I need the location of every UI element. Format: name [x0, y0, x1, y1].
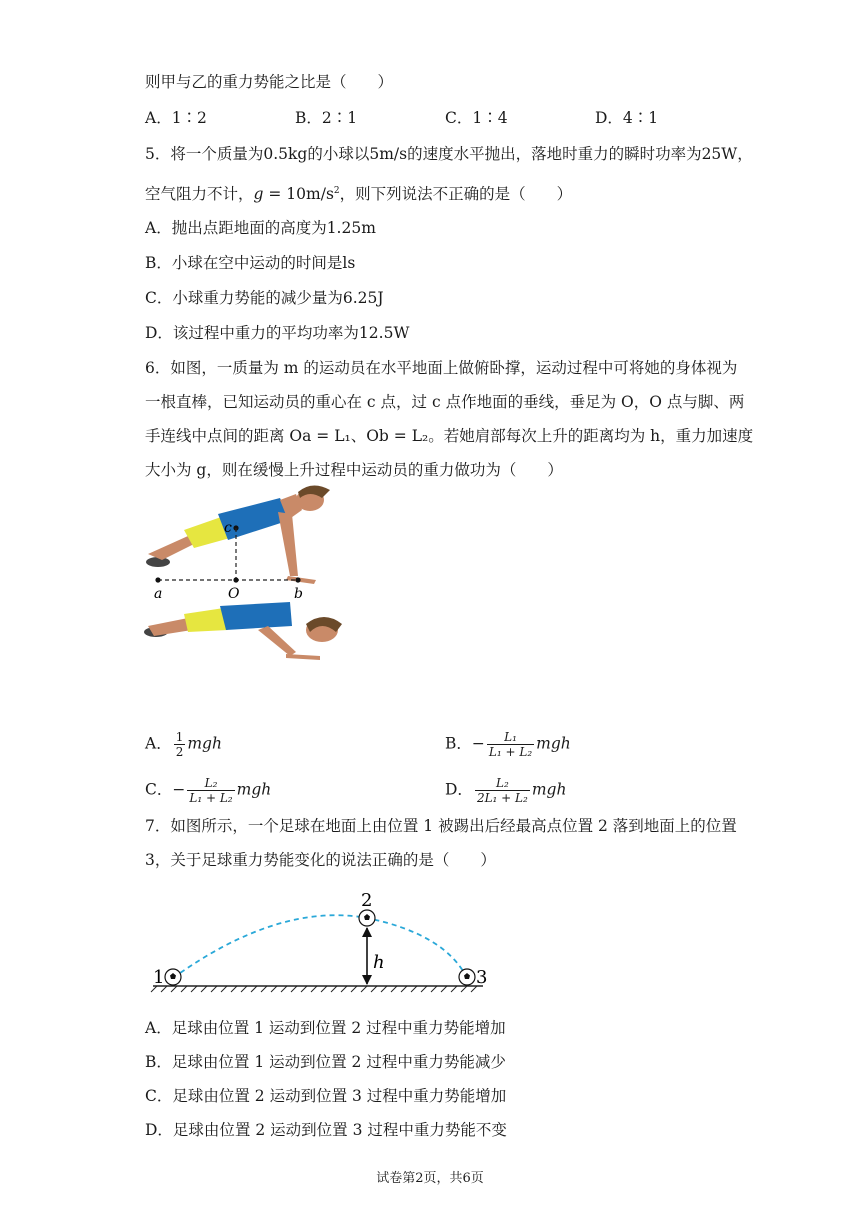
football-trajectory-figure	[145, 880, 490, 1000]
q6-option-d-fraction	[475, 776, 530, 805]
q5-question-line1: 5．将一个质量为0.5kg的小球以5m/s的速度水平抛出，落地时重力的瞬时功率为25W，	[145, 145, 753, 163]
q6-option-a-mgh: mgh	[187, 734, 222, 753]
label-h: h	[373, 952, 385, 973]
q7-option-a: A．足球由位置 1 运动到位置 2 过程中重力势能增加	[145, 1019, 506, 1037]
q5-line2-tail: ，则下列说法不正确的是（ ）	[339, 185, 573, 204]
q4-option-d: D．4∶1	[595, 109, 659, 127]
q7-option-b: B．足球由位置 1 运动到位置 2 过程中重力势能减少	[145, 1053, 506, 1071]
football-position-1-icon	[165, 969, 181, 985]
q5-option-b: B．小球在空中运动的时间是ls	[145, 254, 356, 272]
page-footer: 试卷第2页，共6页	[376, 1171, 484, 1186]
q5-option-c: C．小球重力势能的减少量为6.25J	[145, 289, 384, 307]
trajectory-curve	[173, 915, 467, 978]
q4-option-b: B．2∶1	[295, 109, 358, 127]
q5-question-line2	[145, 181, 572, 204]
ground-hatching	[151, 986, 477, 992]
q6-option-a	[145, 730, 222, 759]
q7-question-line2: 3，关于足球重力势能变化的说法正确的是（ ）	[145, 851, 496, 869]
q6-option-b-mgh: mgh	[536, 734, 571, 753]
point-o	[233, 577, 238, 582]
q5-g-exponent: 2	[333, 186, 340, 196]
q5-line2-text: 空气阻力不计，	[145, 185, 254, 204]
q6-option-a-fraction	[174, 730, 186, 759]
pushup-upper-pose	[146, 485, 330, 584]
q6-option-b-sign: −	[471, 734, 485, 753]
q6-option-c-sign: −	[172, 780, 186, 799]
q5-g-value: = 10m/s	[263, 185, 334, 204]
label-position-1: 1	[153, 967, 165, 988]
q6-option-b	[445, 730, 571, 759]
point-a	[155, 577, 160, 582]
q5-option-a: A．抛出点距地面的高度为1.25m	[145, 219, 376, 237]
football-position-3-icon	[459, 969, 475, 985]
q6-option-b-fraction	[487, 730, 534, 759]
q6-option-d	[445, 776, 566, 805]
q4-question-tail: 则甲与乙的重力势能之比是（ ）	[145, 73, 394, 91]
q6-option-d-numerator: L₂	[475, 776, 530, 791]
label-a: a	[154, 586, 163, 602]
q4-option-c: C．1∶4	[445, 109, 508, 127]
q6-question-line2: 一根直棒，已知运动员的重心在 c 点，过 c 点作地面的垂线，垂足为 O，O 点与脚、两	[145, 393, 745, 411]
q6-option-d-denominator: 2L₁ + L₂	[476, 791, 528, 805]
q6-question-line1: 6．如图，一质量为 m 的运动员在水平地面上做俯卧撑，运动过程中可将她的身体视为	[145, 359, 738, 377]
q6-option-c-numerator: L₂	[187, 776, 234, 791]
label-position-3: 3	[476, 967, 488, 988]
football-position-2-icon	[359, 910, 375, 926]
q6-option-c-denominator: L₁ + L₂	[189, 791, 233, 805]
q6-option-c-mgh: mgh	[236, 780, 272, 799]
pushup-lower-pose	[144, 602, 342, 660]
q6-option-d-mgh: mgh	[531, 780, 567, 799]
q7-option-c: C．足球由位置 2 运动到位置 3 过程中重力势能增加	[145, 1087, 507, 1105]
q7-option-d: D．足球由位置 2 运动到位置 3 过程中重力势能不变	[145, 1121, 507, 1139]
height-arrow-head-up	[362, 927, 372, 937]
q7-question-line1: 7．如图所示，一个足球在地面上由位置 1 被踢出后经最高点位置 2 落到地面上的位置	[145, 817, 737, 835]
q6-option-a-label: A．	[145, 734, 172, 753]
q6-option-b-numerator: L₁	[487, 730, 534, 745]
label-c: c	[224, 520, 232, 536]
label-position-2: 2	[361, 890, 373, 911]
q6-option-a-denominator: 2	[175, 745, 184, 759]
q6-option-b-denominator: L₁ + L₂	[488, 745, 533, 759]
pushup-figure	[140, 480, 360, 685]
q5-option-d: D．该过程中重力的平均功率为12.5W	[145, 324, 410, 342]
q6-option-c-label: C．	[145, 780, 173, 799]
q6-option-a-numerator: 1	[175, 730, 184, 744]
point-b	[295, 577, 300, 582]
height-arrow-head-down	[362, 975, 372, 985]
q6-option-c	[145, 776, 271, 805]
q5-g-symbol: g	[253, 185, 264, 204]
q6-option-b-label: B．	[445, 734, 472, 753]
q4-option-a: A．1∶2	[145, 109, 207, 127]
label-o: O	[228, 586, 240, 602]
q6-option-c-fraction	[187, 776, 234, 805]
label-b: b	[294, 586, 303, 602]
q6-question-line3: 手连线中点间的距离 Oa = L₁、Ob = L₂。若她肩部每次上升的距离均为 h，重力加速度	[145, 427, 754, 445]
q6-option-d-label: D．	[445, 780, 473, 799]
q6-question-line4: 大小为 g，则在缓慢上升过程中运动员的重力做功为（ ）	[145, 461, 563, 479]
